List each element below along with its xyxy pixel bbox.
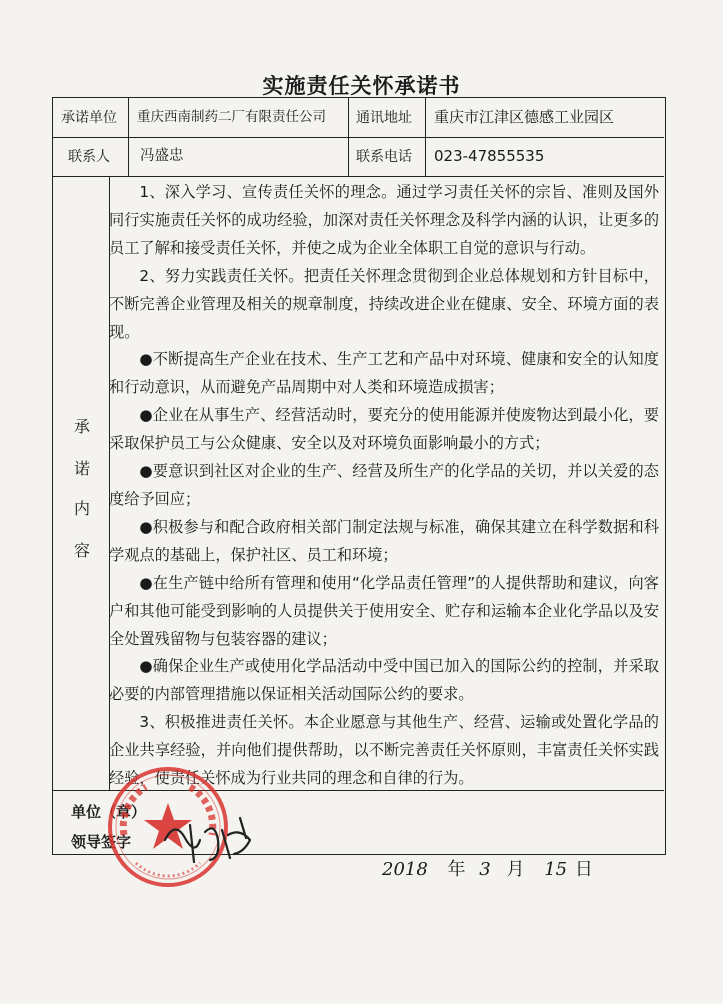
date-month: 3 bbox=[479, 859, 491, 880]
paragraph: ●确保企业生产或使用化学品活动中受中国已加入的国际公约的控制，并采取必要的内部管理措施以保证相关活动国际公约的要求。 bbox=[109, 657, 659, 704]
commitment-form bbox=[52, 97, 666, 855]
paragraph: ●在生产链中给所有管理和使用“化学品责任管理”的人提供帮助和建议，向客户和其他可能受到影响的人员提供关于使用安全、贮存和运输本企业化学品以及安全处置残留物与包装容器的建议； bbox=[109, 573, 659, 648]
date-day: 15 bbox=[544, 859, 568, 880]
address-label: 通讯地址 bbox=[356, 110, 412, 126]
phone-label: 联系电话 bbox=[356, 149, 412, 165]
paragraph: ●积极参与和配合政府相关部门制定法规与标准，确保其建立在科学数据和科学观点的基础上，保护社区、员工和环境； bbox=[109, 517, 659, 564]
col-divider bbox=[128, 98, 129, 176]
document-title: 实施责任关怀承诺书 bbox=[262, 74, 461, 98]
content-label-char: 容 bbox=[73, 541, 90, 560]
unit-value: 重庆西南制药二厂有限责任公司 bbox=[137, 109, 326, 125]
paragraph: 1、深入学习、宣传责任关怀的理念。通过学习责任关怀的宗旨、准则及国外同行实施责任关怀的成功经验，加深对责任关怀理念及科学内涵的认识，让更多的员工了解和接受责任关怀，并使之成为企业全体职工自觉的意识与行动。 bbox=[109, 183, 659, 257]
unit-seal-label: 单位（章） bbox=[71, 803, 147, 821]
paragraph: 3、积极推进责任关怀。本企业愿意与其他生产、经营、运输或处置化学品的企业共享经验，并向他们提供帮助，以不断完善责任关怀原则，丰富责任关怀实践经验，使责任关怀成为行业共同的理念和自律的行为。 bbox=[109, 713, 659, 788]
unit-label: 承诺单位 bbox=[61, 110, 117, 126]
paragraph: ●要意识到社区对企业的生产、经营及所生产的化学品的关切，并以关爱的态度给予回应； bbox=[109, 462, 659, 508]
contact-value: 冯盛忠 bbox=[140, 148, 184, 164]
row-divider bbox=[53, 176, 664, 177]
paragraph: 2、努力实践责任关怀。把责任关怀理念贯彻到企业总体规划和方针目标中，不断完善企业管理及相关的规章制度，持续改进企业在健康、安全、环境方面的表现。 bbox=[109, 266, 659, 341]
leader-sign-label: 领导签字 bbox=[71, 833, 132, 851]
signing-date bbox=[382, 855, 593, 881]
date-year-char: 年 bbox=[447, 859, 466, 880]
address-value: 重庆市江津区德感工业园区 bbox=[434, 108, 615, 126]
row-divider bbox=[53, 137, 664, 138]
phone-value: 023-47855535 bbox=[434, 147, 545, 165]
contact-label: 联系人 bbox=[68, 149, 110, 165]
paragraph: ●不断提高生产企业在技术、生产工艺和产品中对环境、健康和安全的认知度和行动意识，从而避免产品周期中对人类和环境造成损害； bbox=[109, 350, 659, 397]
content-label-char: 内 bbox=[73, 499, 90, 518]
content-label-char: 承 bbox=[73, 417, 90, 436]
date-day-char: 日 bbox=[574, 859, 593, 880]
leader-signature bbox=[160, 810, 260, 870]
col-divider bbox=[348, 98, 349, 176]
col-divider bbox=[425, 98, 426, 176]
paragraph: ●企业在从事生产、经营活动时，要充分的使用能源并使废物达到最小化，要采取保护员工与公众健康、安全以及对环境负面影响最小的方式； bbox=[109, 406, 659, 453]
commitment-content bbox=[109, 179, 659, 793]
date-year: 2018 bbox=[382, 859, 428, 880]
date-month-char: 月 bbox=[506, 859, 525, 880]
content-label-char: 诺 bbox=[73, 459, 90, 478]
